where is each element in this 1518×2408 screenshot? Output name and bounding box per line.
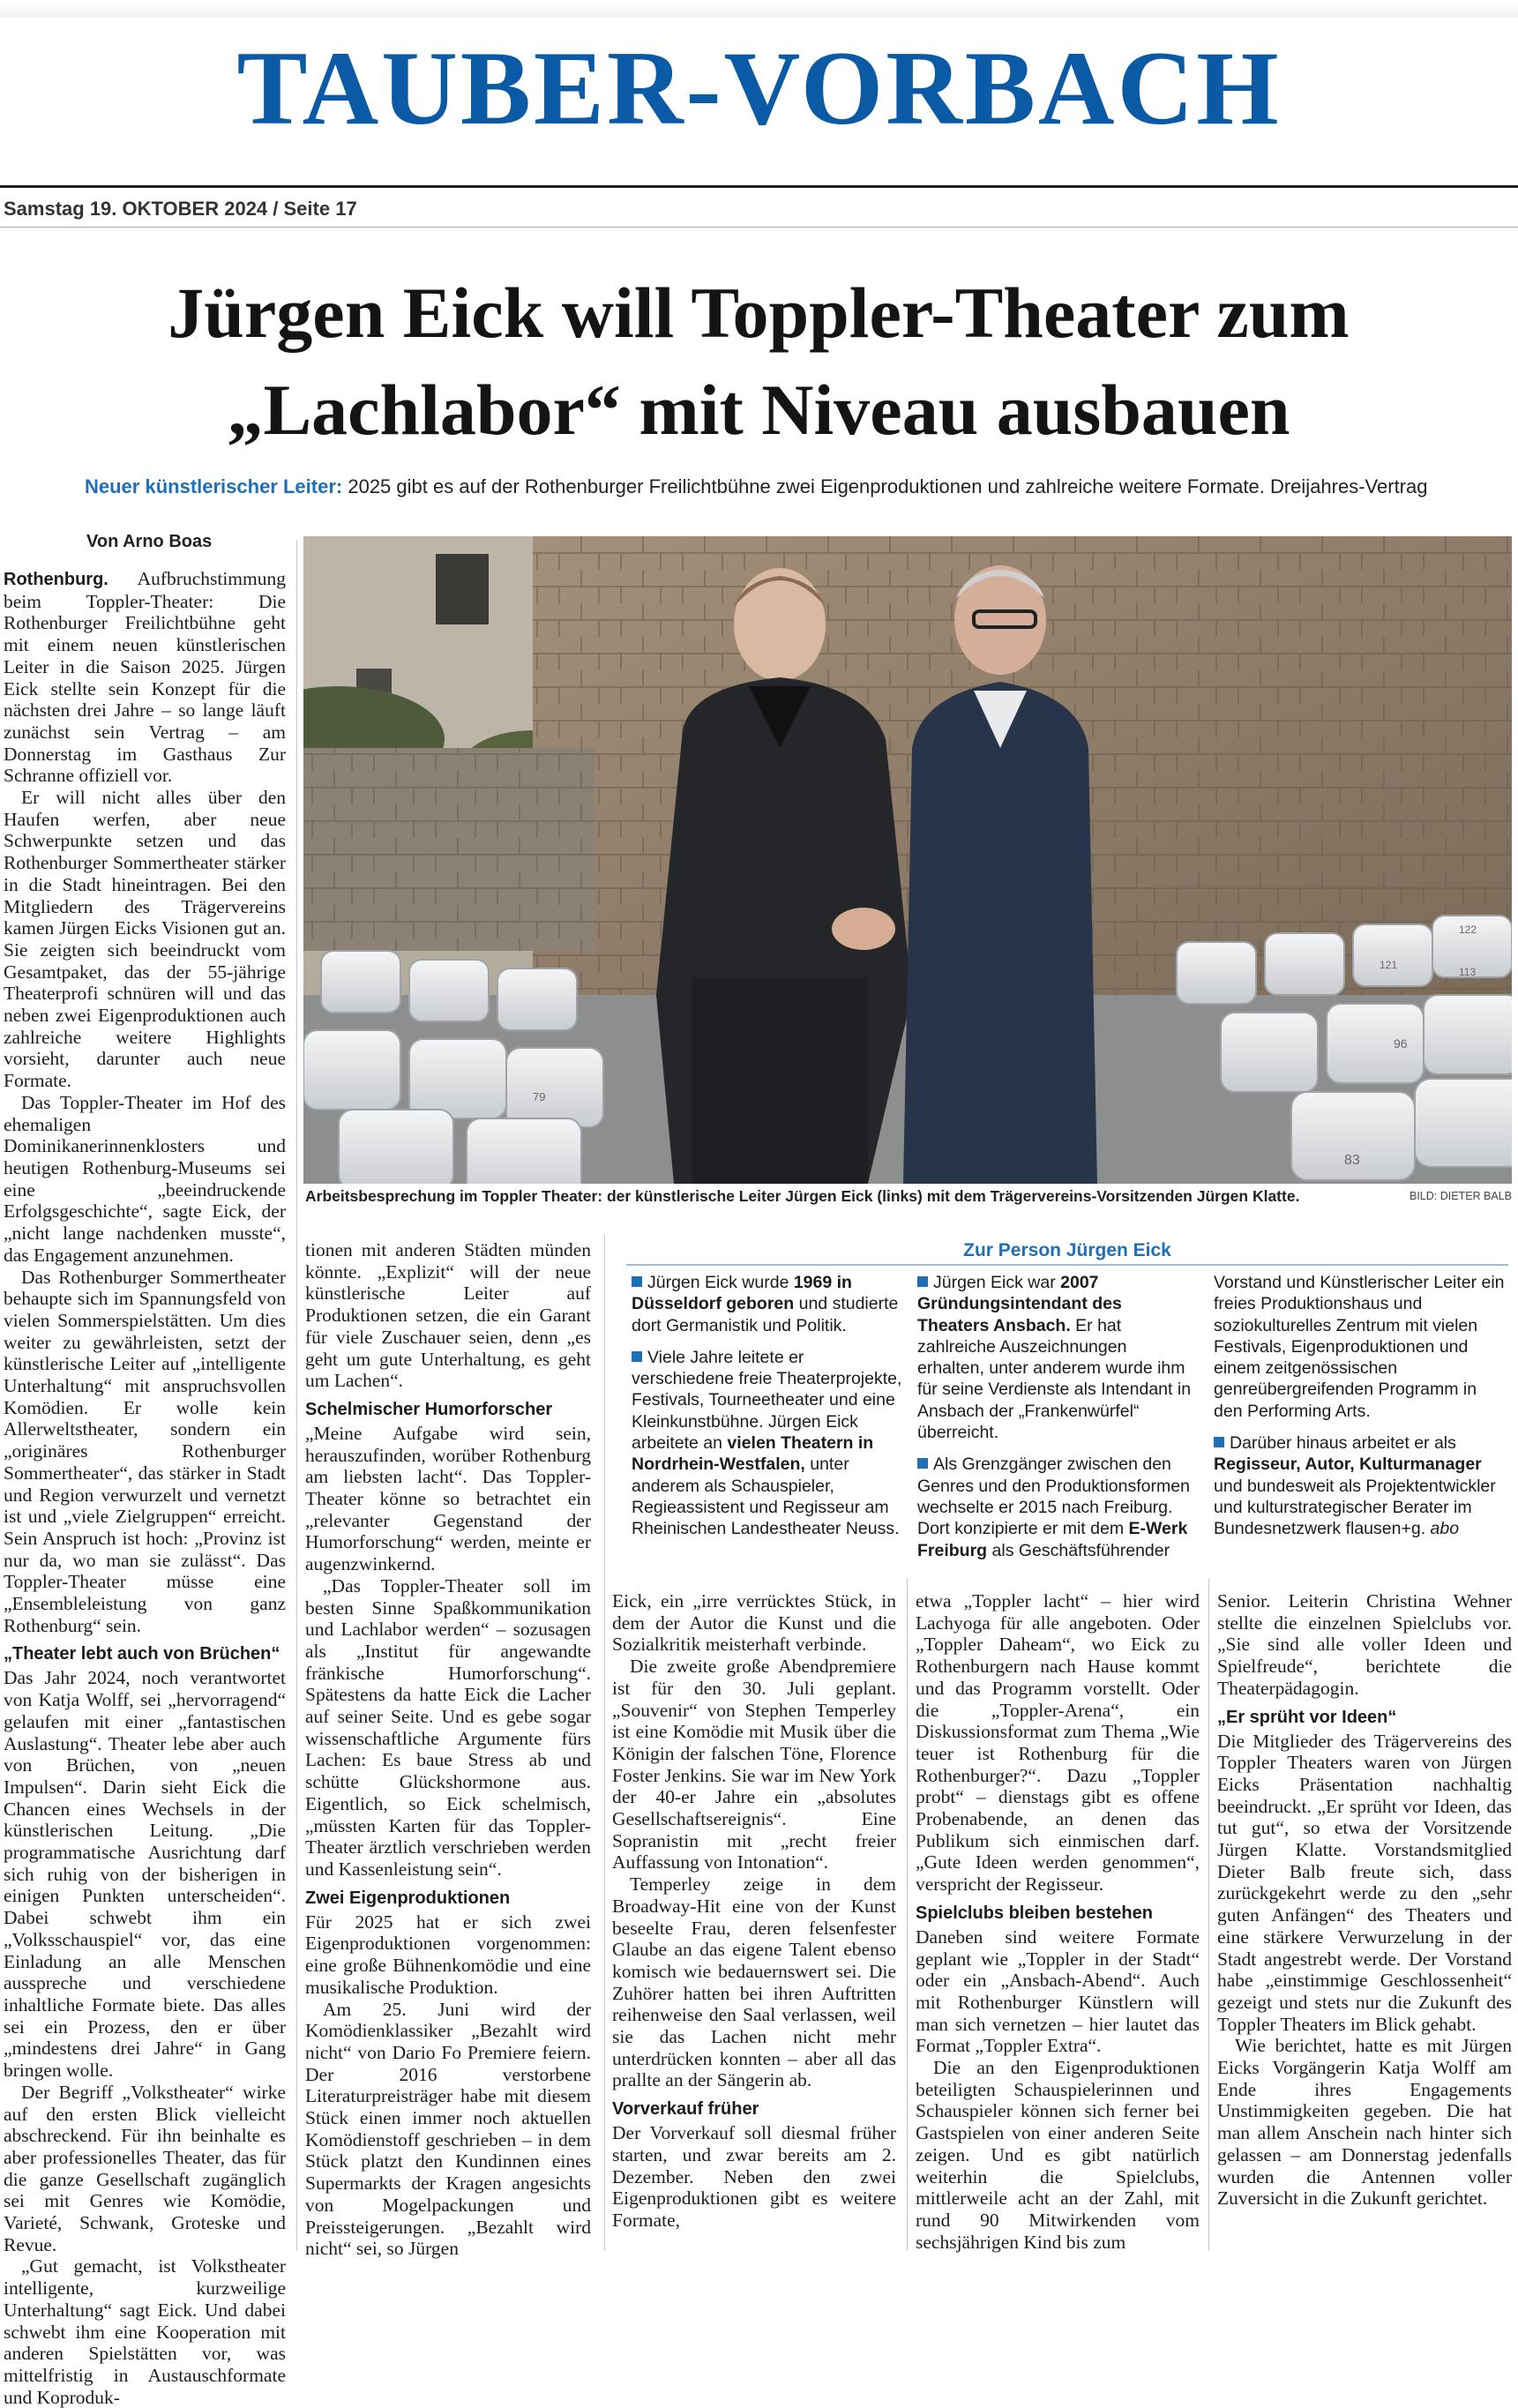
article-column-3 bbox=[612, 1590, 896, 2232]
infobox-column-2 bbox=[917, 1272, 1198, 1572]
subline bbox=[85, 474, 1461, 500]
infobox-item: Viele Jahre leitete er verschiedene freie Theaterprojekte, Festivals, Tourneetheater und eine Kleinkunstbühne. Jürgen Eick arbeitete an vielen Theatern in Nordrhein-Westfalen, unter anderem als Schauspieler, Regieassistent und Regisseur am Rheinischen Landestheater Neuss. bbox=[632, 1347, 902, 1539]
byline: Von Arno Boas bbox=[86, 532, 213, 551]
seat-number-83: 83 bbox=[1344, 1153, 1360, 1168]
paragraph: „Gut gemacht, ist Volkstheater intelligente, kurzweilige Unterhaltung“ sagt Eick. Und dabei schwebt ihm eine Kooperation mit anderen Spielstätten vor, was mittelfristig in Austauschformate und Koproduk- bbox=[4, 2255, 286, 2408]
article-column-1 bbox=[4, 568, 286, 2408]
paragraph: Die an den Eigenproduktionen beteiligten Schauspielerinnen und Schauspieler können sich ferner bei Gastspielen von einer anderen Seite zeigen. Und es gibt natürlich weiterhin die Spielclubs, mittlerweile acht an der Zahl, mit rund 90 Mitwirkenden vom sechsjährigen Kind bis zum bbox=[916, 2057, 1200, 2253]
square-bullet-icon bbox=[632, 1276, 642, 1287]
masthead-rule bbox=[0, 185, 1518, 188]
infobox-column-3 bbox=[1214, 1272, 1507, 1551]
article-column-2 bbox=[305, 1239, 591, 2260]
subheading: Zwei Eigenproduktionen bbox=[305, 1888, 511, 1908]
paragraph: „Meine Aufgabe wird sein, herauszufinden, worüber Rothenburg am liebsten lacht“. Das Toppler-Theater könne so betrachtet ein „relevanter Gegenstand der Humorforschung“ werden, meinte er augenzwinkernd. bbox=[305, 1422, 591, 1575]
photo-credit: BILD: DIETER BALB bbox=[1410, 1190, 1513, 1202]
paragraph: „Das Toppler-Theater soll im besten Sinne Spaßkommunikation und Lachlabor werden“ – sozusagen als „Institut für angewandte fränkische Humorforschung“. Spätestens da hatte Eick die Lacher auf seiner Seite. Und es gebe sogar wissenschaftliche Argumente fürs Lachen: Es baue Stress ab und schütte Glückshormone aus. Eigentlich, so Eick schelmisch, „müssten Karten für das Toppler-Theater ärztlich verschrieben werden und Kassenleistung sein“. bbox=[305, 1574, 591, 1880]
subheading: „Er sprüht vor Ideen“ bbox=[1217, 1707, 1397, 1727]
square-bullet-icon bbox=[632, 1351, 642, 1362]
paragraph: Das Toppler-Theater im Hof des ehemaligen Dominikanerinnenklosters und heutigen Rothenburg-Museums sei eine „beeindruckende Erfolgsgeschichte“, sagte Eick, der „nicht lange nachdenken musste“, das Engagement anzunehmen. bbox=[4, 1091, 286, 1266]
subline-text: 2025 gibt es auf der Rothenburger Freilichtbühne zwei Eigenproduktionen und zahlreiche weitere Formate. Dreijahres-Vertrag bbox=[342, 475, 1428, 497]
subheading: Schelmischer Humorforscher bbox=[305, 1399, 553, 1419]
infobox-item: Darüber hinaus arbeitet er als Regisseur, Autor, Kulturmanager und bundesweit als Projektentwickler und kulturstrategischer Berater im Bundesnetzwerk flausen+g. abo bbox=[1214, 1433, 1496, 1539]
column-divider bbox=[604, 1235, 605, 2251]
masthead: TAUBER-VORBACH bbox=[236, 29, 1282, 146]
paragraph: Daneben sind weitere Formate geplant wie „Toppler in der Stadt“ oder ein „Ansbach-Abend“. Auch mit Rothenburger Künstlern will man sich vernetzen – hier lautet das Format „Toppler Extra“. bbox=[916, 1926, 1200, 2057]
seat-number-79: 79 bbox=[533, 1090, 546, 1103]
paragraph: etwa „Toppler lacht“ – hier wird Lachyoga für alle angeboten. Oder „Toppler Daheam“, wo Eick zu Rothenburgern nach Hause kommt und das Programm vorstellt. Oder die „Toppler-Arena“, ein Diskussionsformat zum Thema „Wie teuer ist Rothenburg für die Rothenburger?“. Dazu „Toppler probt“ – dienstags gibt es offene Probenabende, an denen das Publikum sich einmischen darf. „Gute Ideen werden genommen“, verspricht der Regisseur. bbox=[916, 1590, 1200, 1896]
photo-illustration bbox=[303, 536, 1512, 1184]
paragraph: Am 25. Juni wird der Komödienklassiker „Bezahlt wird nicht“ von Dario Fo Premiere feiern. Der 2016 verstorbene Literaturpreisträger habe mit diesem Stück einen immer noch aktuellen Komödienstoff geschrieben – in dem Stück platzt den Kundinnen eines Supermarkts der Kragen angesichts von Mogelpackungen und Preissteigerungen. „Bezahlt wird nicht“ sei, so Jürgen bbox=[305, 1998, 591, 2260]
seat-number-113: 113 bbox=[1459, 966, 1477, 978]
infobox-item: Jürgen Eick wurde 1969 in Düsseldorf geboren und studierte dort Germanistik und Politik. bbox=[632, 1273, 899, 1335]
dateline: Samstag 19. OKTOBER 2024 / Seite 17 bbox=[4, 198, 357, 220]
paragraph: Das Jahr 2024, noch verantwortet von Katja Wolff, sei „hervorragend“ gelaufen mit einer „fantastischen Auslastung“. Theater lebe aber auch von Brüchen, von „neuen Impulsen“. Darin sieht Eick die Chancen eines Wechsels in der künstlerischen Leitung. „Die programmatische Ausrichtung darf sich ruhig von der bisherigen in einigen Punkten unterscheiden“. Dabei schwebt ihm ein „Volksschauspiel“ vor, das eine Einladung an alle Menschen ausspreche und verschiedene inhaltliche Formate biete. Das alles sei ein Prozess, den er über „mindestens drei Jahre“ in Gang bringen wolle. bbox=[4, 1667, 286, 2082]
paragraph: Senior. Leiterin Christina Wehner stellte die einzelnen Spielclubs vor. „Sie sind alle voller Ideen und Spielfreude“, berichtete die Theaterpädagogin. bbox=[1217, 1590, 1512, 1699]
square-bullet-icon bbox=[1214, 1437, 1224, 1447]
square-bullet-icon bbox=[917, 1458, 928, 1469]
seat-number-121: 121 bbox=[1380, 959, 1398, 971]
paragraph: Eick, ein „irre verrücktes Stück, in dem der Autor die Kunst und die Sozialkritik meisterhaft verbinde. bbox=[612, 1590, 896, 1656]
column-divider bbox=[296, 540, 297, 2251]
paragraph: Temperley zeige in dem Broadway-Hit eine von der Kunst beseelte Frau, deren felsenfester Glaube an das eigene Talent ebenso komisch wie bedauernswert sei. Die Zuhörer hatten bei ihren Auftritten reihenweise den Saal verlassen, weil sie das Lachen nicht mehr unterdrücken konnten – aber all das prallte an der Sängerin ab. bbox=[612, 1873, 896, 2091]
square-bullet-icon bbox=[917, 1276, 928, 1287]
paragraph: Die Mitglieder des Trägervereins des Toppler Theaters waren von Jürgen Eicks Präsentation nachhaltig beeindruckt. „Er sprüht vor Ideen, das tut gut“, so etwa der Vorsitzende Jürgen Klatte. Vorstandsmitglied Dieter Balb freute sich, dass zurückgekehrt werde zu den „sehr guten Anfängen“ des Theaters und eine stärkere Verwurzelung in der Stadt angestrebt werde. Der Vorstand habe „einstimmige Geschlossenheit“ gezeigt und stets nur die Zukunft des Toppler Theaters im Blick gehabt. bbox=[1217, 1730, 1512, 2035]
column-divider bbox=[1208, 1579, 1209, 2251]
paragraph: Der Vorverkauf soll diesmal früher starten, und zwar bereits am 2. Dezember. Neben den zwei Eigenproduktionen gibt es weitere Formate, bbox=[612, 2122, 896, 2231]
article-photo bbox=[303, 536, 1512, 1184]
infobox-column-1 bbox=[632, 1272, 905, 1551]
paragraph: Die zweite große Abendpremiere ist für den 30. Juli geplant. „Souvenir“ von Stephen Temperley ist eine Komödie mit Musik über die Königin der falschen Töne, Florence Foster Jenkins. Sie war im New York der 40-er Jahre ein „absolutes Gesellschaftsereignis“. Eine Sopranistin mit „recht freier Auffassung von Intonation“. bbox=[612, 1656, 896, 1873]
photo-caption: Arbeitsbesprechung im Toppler Theater: der künstlerische Leiter Jürgen Eick (links) mit dem Trägervereins-Vorsitzenden Jürgen Klatte. bbox=[305, 1187, 1300, 1205]
top-band bbox=[0, 0, 1518, 18]
dateline-rule bbox=[0, 227, 1518, 228]
paragraph: Er will nicht alles über den Haufen werfen, aber neue Schwerpunkte setzen und das Rothenburger Sommertheater stärker in die Stadt hineintragen. Bei den Mitgliedern des Trägervereins kamen Jürgen Eicks Visionen gut an. Sie zeigten sich beeindruckt vom Gesamtpaket, das der 55-jährige Theaterprofi schnüren will und das neben zwei Eigenproduktionen auch zahlreiche weitere Highlights vorsieht, darunter auch neue Formate. bbox=[4, 787, 286, 1092]
infobox-item: Vorstand und Künstlerischer Leiter ein freies Produktionshaus und soziokulturelles Zentrum mit vielen Festivals, Eigenproduktionen und einem zeitgenössischen genreübergreifenden Programm in den Performing Arts. bbox=[1214, 1273, 1505, 1421]
paragraph: Der Begriff „Volkstheater“ wirke auf den ersten Blick vielleicht abschreckend. Für ihn beinhalte es aber professionelles Theater, das für die ganze Gesellschaft zugänglich sei mit Genres wie Komödie, Varieté, Schwank, Groteske und Revue. bbox=[4, 2081, 286, 2255]
seat-number-122: 122 bbox=[1459, 924, 1477, 936]
seat-number-96: 96 bbox=[1394, 1036, 1408, 1051]
headline-line-2: „Lachlabor“ mit Niveau ausbauen bbox=[227, 370, 1290, 450]
subline-kicker: Neuer künstlerischer Leiter: bbox=[85, 475, 343, 497]
paragraph: tionen mit anderen Städten münden könnte. „Explizit“ will der neue künstlerische Leiter auf Produktionen setzen, die ein Garant für viele Zuschauer seien, denn „es geht um gute Unterhaltung, es geht um Lachen“. bbox=[305, 1239, 591, 1392]
paragraph: Das Rothenburger Sommertheater behaupte sich im Spannungsfeld von vielen Sommerspielstätten. Um dies weiter zu gewährleisten, setzt der künstlerische Leiter auf „intelligente Unterhaltung“ mit anspruchsvollen Komödien. Er wolle kein Allerweltstheater, sondern ein „originäres Rothenburger Sommertheater“, das stärker in Stadt und Region verwurzelt und vernetzt ist und „viele Zielgruppen“ erreicht. Sein Anspruch ist hoch: „Provinz ist nur da, wo man sie zulässt“. Das Toppler-Theater müsse eine „Ensembleleistung von ganz Rothenburg“ sein. bbox=[4, 1266, 286, 1636]
article-column-5 bbox=[1217, 1590, 1512, 2210]
paragraph: Wie berichtet, hatte es mit Jürgen Eicks Vorgängerin Katja Wolff am Ende ihres Engagements Unstimmigkeiten gegeben. Die hat man allem Anschein nach hinter sich gelassen – am Donnerstag jedenfalls wurden die Antennen voller Zuversicht in die Zukunft gerichtet. bbox=[1217, 2035, 1512, 2210]
subheading: Vorverkauf früher bbox=[612, 2099, 759, 2120]
subheading: „Theater lebt auch von Brüchen“ bbox=[4, 1644, 280, 1664]
headline bbox=[53, 265, 1464, 459]
paragraph: Rothenburg. Aufbruchstimmung beim Toppler-Theater: Die Rothenburger Freilichtbühne geht mit einem neuen künstlerischen Leiter in die Saison 2025. Jürgen Eick stellte sein Konzept für die nächsten drei Jahre – so lange läuft zunächst sein Vertrag – am Donnerstag im Gasthaus Zur Schranne offiziell vor. bbox=[4, 568, 286, 787]
dateline-location: Rothenburg. bbox=[4, 570, 108, 589]
infobox-item: Jürgen Eick war 2007 Gründungsintendant des Theaters Ansbach. Er hat zahlreiche Auszeichnungen erhalten, unter anderem wurde ihm für seine Verdienste als Intendant in Ansbach der „Frankenwürfel“ überreicht. bbox=[917, 1273, 1192, 1443]
infobox-item: Als Grenzgänger zwischen den Genres und den Produktionsformen wechselte er 2015 nach Freiburg. Dort konzipierte er mit dem E-Werk Freiburg als Geschäftsführender bbox=[917, 1455, 1190, 1560]
infobox-title: Zur Person Jürgen Eick bbox=[963, 1240, 1171, 1260]
column-divider bbox=[907, 1579, 908, 2251]
headline-line-1: Jürgen Eick will Toppler-Theater zum bbox=[168, 273, 1350, 353]
subheading: Spielclubs bleiben bestehen bbox=[916, 1903, 1153, 1923]
paragraph: Für 2025 hat er sich zwei Eigenproduktionen vorgenommen: eine große Bühnenkomödie und eine musikalische Produktion. bbox=[305, 1911, 591, 1998]
infobox-rule bbox=[626, 1264, 1508, 1266]
article-column-4 bbox=[916, 1590, 1200, 2253]
